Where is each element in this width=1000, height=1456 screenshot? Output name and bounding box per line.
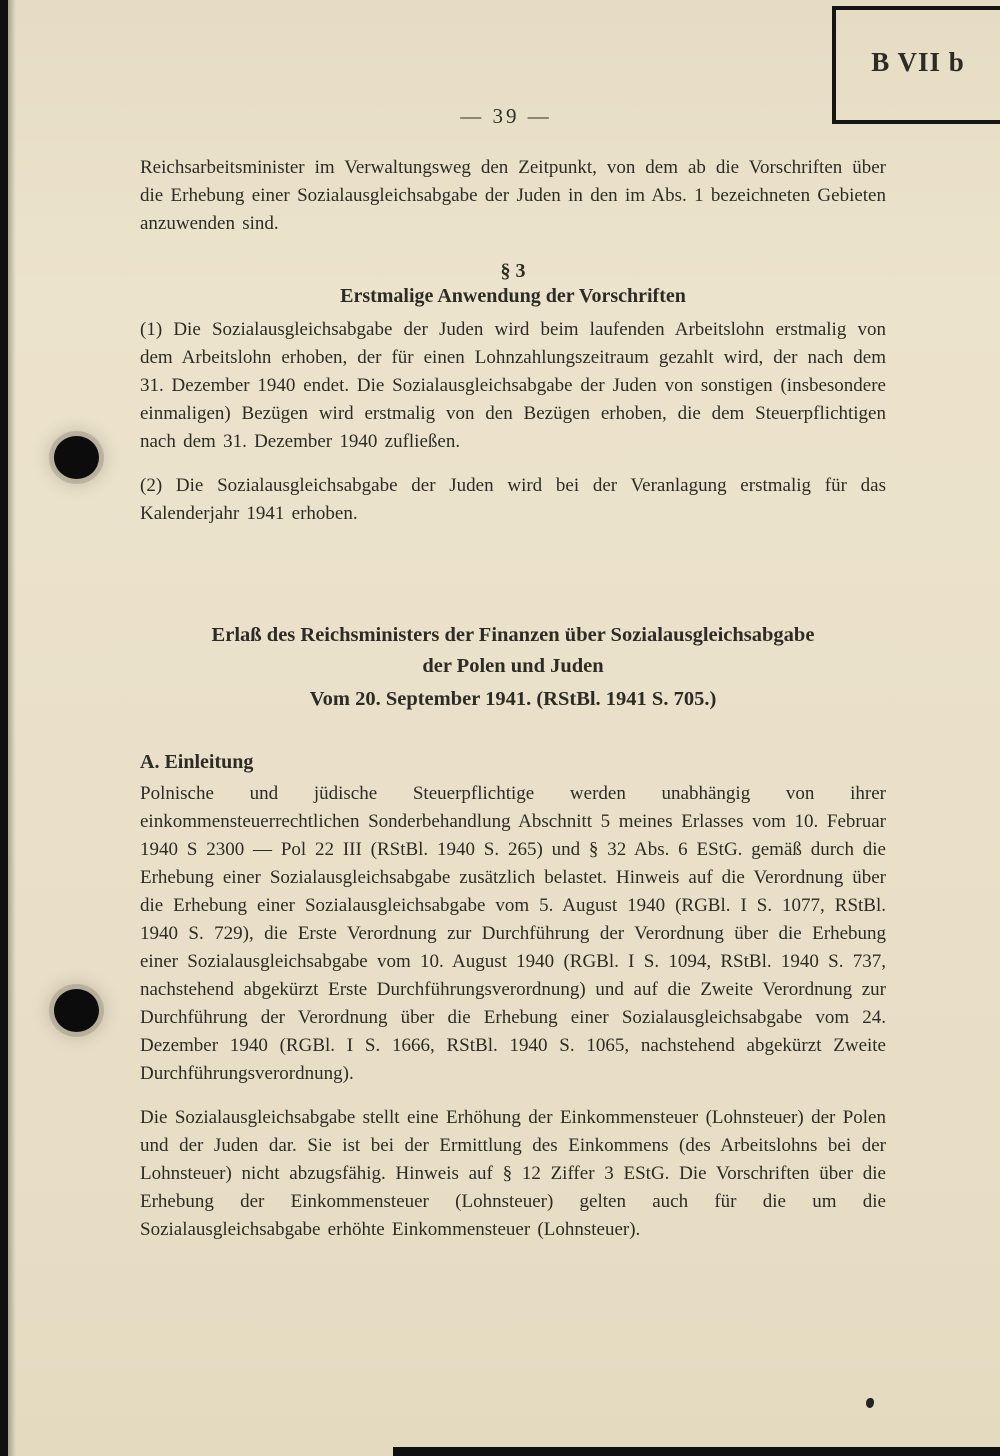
scan-edge-left <box>0 0 8 1456</box>
section-a-heading: A. Einleitung <box>140 751 254 773</box>
section-3-title: Erstmalige Anwendung der Vorschriften <box>340 285 686 307</box>
hole-punch-bottom <box>54 989 99 1032</box>
decree-paragraph-2: Die Sozialausgleichsabgabe stellt eine Erhöhung der Einkommensteuer (Lohnsteuer) der Polen und der Juden dar. Sie ist bei der Ermittlung des Einkommens (des Arbeitslohns bei der Lohnsteuer) nicht abzugsfähig. Hinweis auf § 12 Ziffer 3 EStG. Die Vorschriften über die Erhebung der Einkommensteuer (Lohnsteuer) gelten auch für die um die Sozialausgleichsabgabe erhöhte Einkommensteuer (Lohnsteuer). <box>140 1107 886 1240</box>
section-3-paragraph-2: (2) Die Sozialausgleichsabgabe der Juden wird bei der Veranlagung erstmalig für das Kalenderjahr 1941 erhoben. <box>140 475 886 524</box>
scan-edge-bottom <box>393 1447 1000 1456</box>
intro-paragraph: Reichsarbeitsminister im Verwaltungsweg den Zeitpunkt, von dem ab die Vorschriften über die Erhebung einer Sozialausgleichsabgabe der Juden in den im Abs. 1 bezeichneten Gebieten anzuwenden sind. <box>140 157 886 234</box>
decree-title-line-1: Erlaß des Reichsministers der Finanzen über Sozialausgleichsabgabe <box>211 624 815 646</box>
document-content <box>140 154 886 1260</box>
section-3-number: § 3 <box>500 260 526 282</box>
decree-date-line: Vom 20. September 1941. (RStBl. 1941 S. 705.) <box>309 688 717 710</box>
decree-title-line-2: der Polen und Juden <box>422 655 604 677</box>
decree-paragraph-1: Polnische und jüdische Steuerpflichtige werden unabhängig von ihrer einkommensteuerrechtlichen Sonderbehandlung Abschnitt 5 meines Erlasses vom 10. Februar 1940 S 2300 — Pol 22 III (RStBl. 1940 S. 265) und § 32 Abs. 6 EStG. gemäß durch die Erhebung einer Sozialausgleichsabgabe zusätzlich belastet. Hinweis auf die Verordnung über die Erhebung einer Sozialausgleichsabgabe vom 5. August 1940 (RGBl. I S. 1077, RStBl. 1940 S. 729), die Erste Verordnung zur Durchführung der Verordnung über die Erhebung einer Sozialausgleichsabgabe vom 10. August 1940 (RGBl. I S. 1094, RStBl. 1940 S. 737, nachstehend abgekürzt Erste Durchführungsverordnung) und auf die Zweite Verordnung zur Durchführung der Verordnung über die Erhebung einer Sozialausgleichsabgabe vom 24. Dezember 1940 (RGBl. I S. 1666, RStBl. 1940 S. 1065, nachstehend abgekürzt Zweite Durchführungsverordnung). <box>140 783 886 1084</box>
section-label: B VII b <box>871 46 965 77</box>
decree-title-block <box>140 620 886 715</box>
ink-speck <box>866 1398 874 1408</box>
page-number: — 39 — <box>460 104 552 128</box>
hole-punch-top <box>54 436 99 479</box>
section-3-paragraph-1: (1) Die Sozialausgleichsabgabe der Juden wird beim laufenden Arbeitslohn erstmalig von dem Arbeitslohn erhoben, der für einen Lohnzahlungszeitraum gezahlt wird, der nach dem 31. Dezember 1940 endet. Die Sozialausgleichsabgabe der Juden von sonstigen (insbesondere einmaligen) Bezügen wird erstmalig von den Bezügen erhoben, die dem Steuerpflichtigen nach dem 31. Dezember 1940 zufließen. <box>140 319 886 452</box>
